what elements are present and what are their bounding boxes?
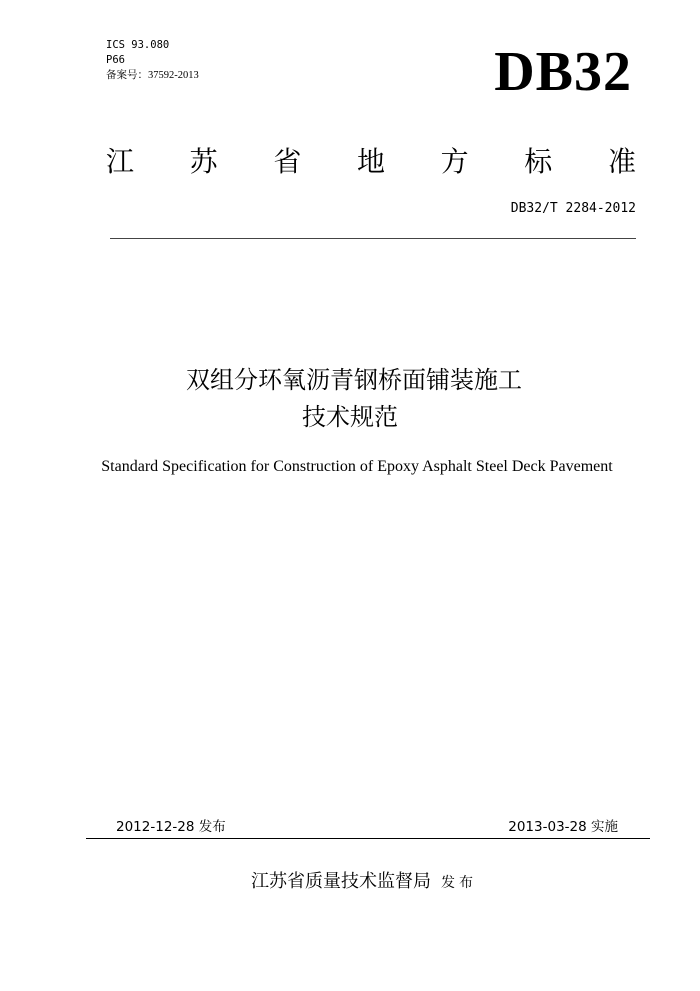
issuer-action: 发布 <box>441 875 477 891</box>
header-divider <box>110 238 636 239</box>
db32-logo: DB32 <box>494 41 632 103</box>
classification-code: P66 <box>106 54 125 66</box>
ics-code: ICS 93.080 <box>106 39 170 51</box>
standard-type-char: 标 <box>524 145 553 178</box>
standard-type-heading <box>106 140 636 184</box>
issuer-name: 江苏省质量技术监督局 <box>251 871 431 892</box>
issue-date: 2012-12-28 发布 <box>116 819 226 835</box>
title-english: Standard Specification for Construction of Epoxy Asphalt Steel Deck Pavement <box>101 458 613 475</box>
title-chinese-line1: 双组分环氧沥青钢桥面铺装施工 <box>186 366 522 394</box>
footer-divider <box>86 838 650 839</box>
record-number <box>106 68 199 83</box>
issuer <box>251 869 477 896</box>
standard-type-char: 地 <box>356 145 385 178</box>
implementation-date: 2013-03-28 实施 <box>508 819 618 835</box>
standard-type-char: 江 <box>106 145 135 178</box>
record-label: 备案号： <box>106 69 148 81</box>
standard-type-char: 省 <box>273 145 302 178</box>
record-value: 37592-2013 <box>148 70 199 81</box>
standard-type-char: 苏 <box>189 145 218 178</box>
standard-type-char: 准 <box>607 145 636 178</box>
standard-number: DB32/T 2284-2012 <box>510 201 636 216</box>
title-chinese-line2: 技术规范 <box>302 403 398 431</box>
standard-type-char: 方 <box>440 145 469 178</box>
